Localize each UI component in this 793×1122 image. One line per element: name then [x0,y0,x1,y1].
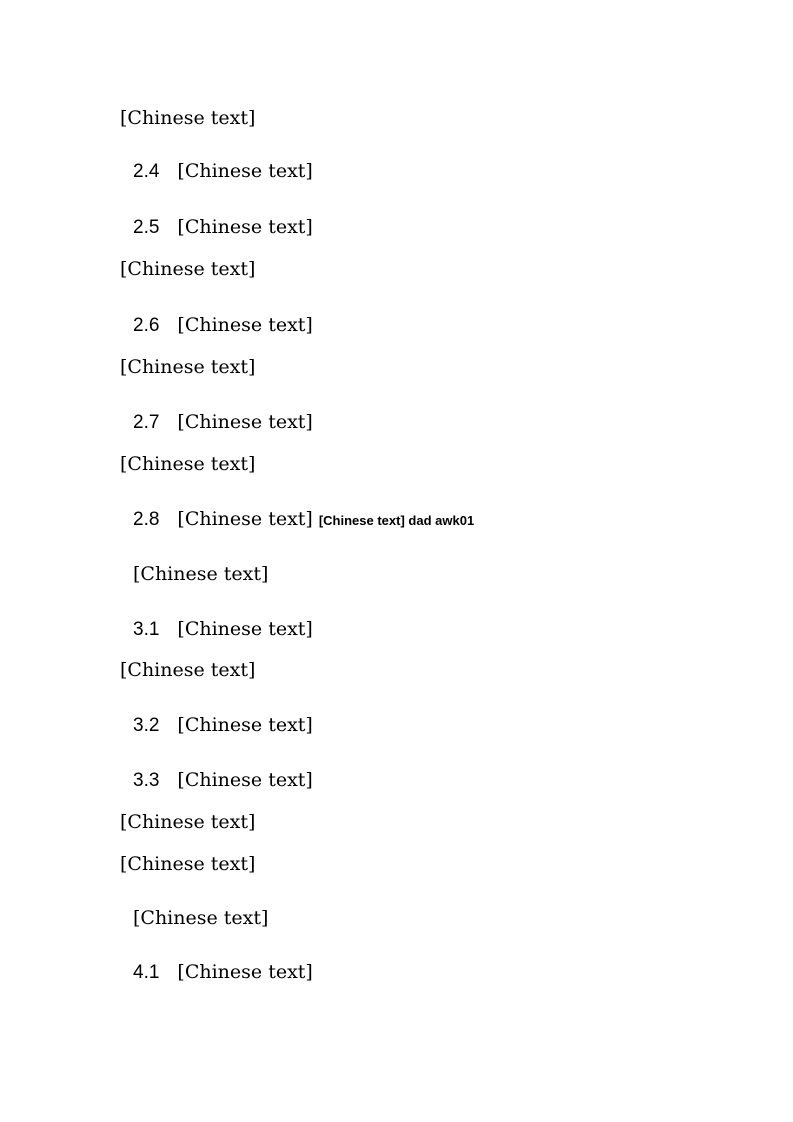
clause-2-6 [133,311,693,340]
clause-number: 2.5 [133,217,160,238]
article-heading [133,904,693,932]
paragraph-line [120,255,680,283]
line-text: [Chinese text] [177,508,313,530]
clause-2-4 [133,157,693,186]
clause-2-5 [133,213,693,242]
line-text: [Chinese text] [120,453,256,475]
paragraph-line [120,656,680,684]
clause-2-8 [133,505,693,535]
clause-number: 4.1 [133,962,160,983]
clause-number: 3.2 [133,715,160,736]
line-text: [Chinese text] [120,811,256,833]
promo-note: [Chinese text] dad awk01 [318,513,475,528]
clause-3-3 [133,766,693,795]
paragraph-line [120,450,680,478]
line-text: [Chinese text] [177,961,313,983]
line-text: [Chinese text] [177,314,313,336]
paragraph-line [120,808,680,836]
clause-number: 2.8 [133,509,160,530]
paragraph-line [120,353,680,381]
line-text: [Chinese text] [177,160,313,182]
line-text: [Chinese text] [133,907,269,929]
line-text: [Chinese text] [120,107,256,129]
line-text: [Chinese text] [177,714,313,736]
line-text: [Chinese text] [120,356,256,378]
line-text: [Chinese text] [133,563,269,585]
clause-number: 2.7 [133,412,160,433]
clause-number: 3.3 [133,770,160,791]
line-text: [Chinese text] [177,769,313,791]
line-text: [Chinese text] [177,618,313,640]
line-text: [Chinese text] [120,659,256,681]
line-text: [Chinese text] [177,216,313,238]
clause-number: 2.4 [133,161,160,182]
paragraph-line [120,850,680,878]
clause-number: 2.6 [133,315,160,336]
line-text: [Chinese text] [120,258,256,280]
clause-3-2 [133,711,693,740]
line-text: [Chinese text] [177,411,313,433]
paragraph-line [120,104,680,132]
line-text: [Chinese text] [120,853,256,875]
clause-number: 3.1 [133,619,160,640]
clause-4-1 [133,958,693,987]
clause-3-1 [133,615,693,644]
clause-2-7 [133,408,693,437]
article-heading [133,560,693,588]
